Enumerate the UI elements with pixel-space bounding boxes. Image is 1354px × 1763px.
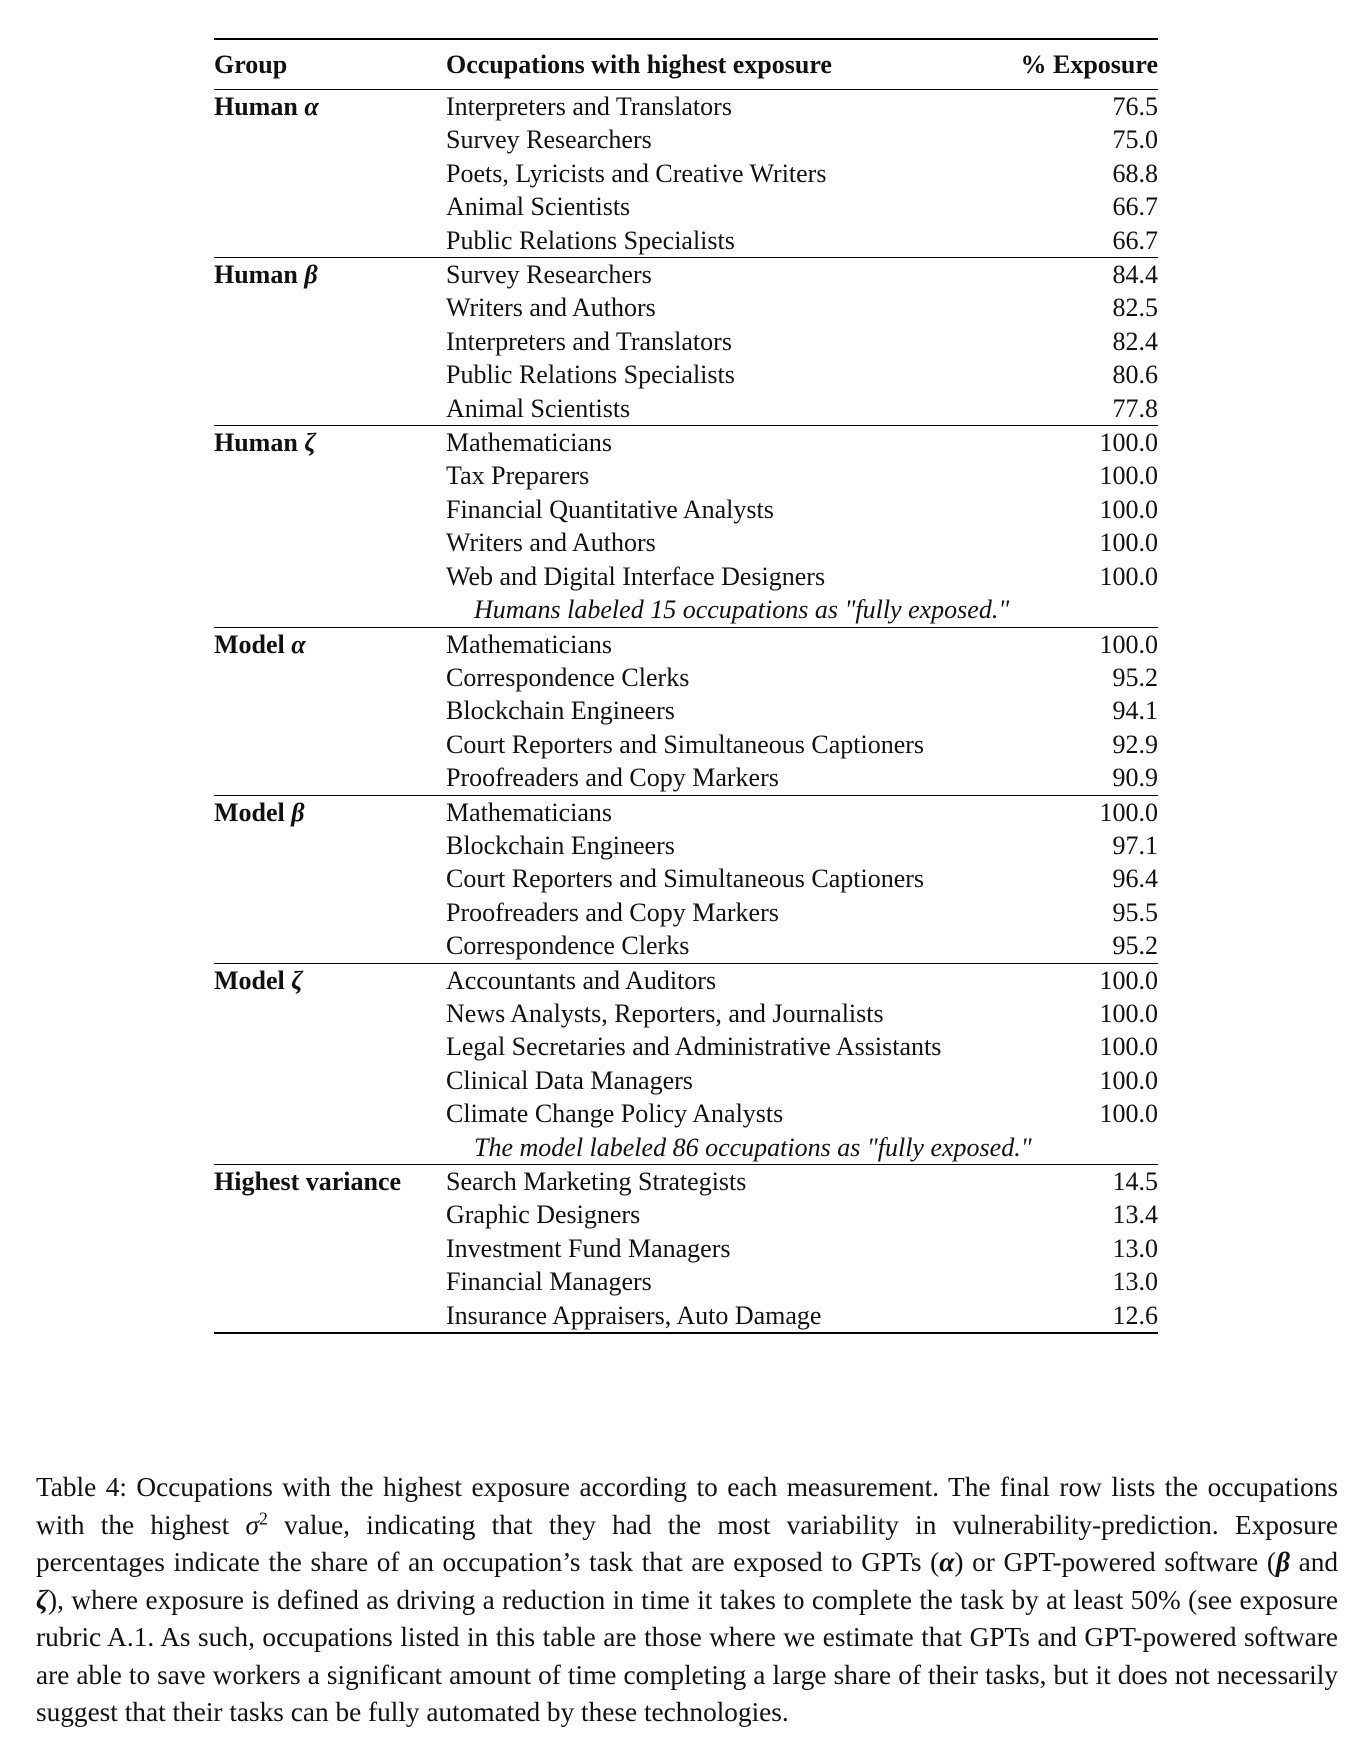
group-name: Model [214,629,285,659]
exposure-cell: 95.5 [1112,897,1158,927]
header-row [214,39,1158,90]
exposure-cell: 100.0 [1099,629,1158,659]
table-group [214,963,1158,1164]
occupation-cell: Financial Managers [446,1267,652,1297]
exposure-cell: 80.6 [1112,360,1158,390]
caption-alpha: α [939,1547,955,1578]
table-row [214,358,1158,391]
occupation-cell: Proofreaders and Copy Markers [446,897,779,927]
exposure-cell: 77.8 [1112,393,1158,423]
group-label [214,258,446,292]
table-row [214,190,1158,223]
table-row [214,459,1158,492]
table-row [214,728,1158,761]
group-symbol: ζ [304,428,316,458]
exposure-cell: 76.5 [1112,92,1158,121]
group-label [214,560,446,593]
group-label [214,997,446,1030]
table-row [214,627,1158,661]
table-row [214,224,1158,258]
group-name: Human [214,428,298,458]
table-row [214,761,1158,795]
group-label [214,1299,446,1333]
table-row [214,325,1158,358]
group-label [214,1198,446,1231]
group-symbol: α [304,92,319,121]
caption-text-4: ), where exposure is defined as driving a reduction in time it takes to complete the task by at least 50% (see exposure rubric A.1. As such, occupations listed in this table are those where we estimate that GPTs and GPT-powered software are able to save workers a significant amount of time completing a large share of their tasks, but it does not necessarily suggest that their tasks can be fully automated by these technologies. [36,1584,1338,1728]
exposure-cell: 100.0 [1099,1065,1158,1095]
group-symbol: α [291,629,306,659]
table-row [214,1198,1158,1231]
occupation-cell: Tax Preparers [446,461,590,491]
table-group [214,90,1158,258]
group-name: Model [214,797,285,827]
occupation-cell: Court Reporters and Simultaneous Captioners [446,864,925,894]
empty-cell [214,1131,446,1165]
exposure-cell: 82.5 [1112,293,1158,323]
exposure-table [214,38,1158,1334]
table-row [214,560,1158,593]
group-name: Human [214,260,298,290]
occupation-cell: Insurance Appraisers, Auto Damage [446,1300,822,1330]
caption-zeta: ζ [36,1584,49,1615]
occupation-cell: Accountants and Auditors [446,965,717,995]
group-label [214,90,446,124]
exposure-cell: 100.0 [1099,1032,1158,1062]
occupation-cell: Web and Digital Interface Designers [446,561,826,591]
table-row [214,862,1158,895]
occupation-cell: Clinical Data Managers [446,1065,693,1095]
occupation-cell: Financial Quantitative Analysts [446,494,774,524]
table-row [214,694,1158,727]
table-row [214,258,1158,292]
occupation-cell: Blockchain Engineers [446,696,675,726]
table-row [214,493,1158,526]
group-label [214,291,446,324]
exposure-cell: 66.7 [1112,225,1158,255]
occupation-cell: Animal Scientists [446,192,631,222]
group-label [214,1265,446,1298]
group-name: Human [214,92,298,121]
exposure-cell: 90.9 [1112,763,1158,793]
exposure-cell: 94.1 [1112,696,1158,726]
table-row [214,157,1158,190]
table-caption [36,1469,1338,1732]
group-label [214,157,446,190]
header-occupations: Occupations with highest exposure [446,50,832,79]
group-label [214,896,446,929]
occupation-cell: Public Relations Specialists [446,360,735,390]
exposure-cell: 13.0 [1112,1233,1158,1263]
table-header [214,39,1158,90]
occupation-cell: Survey Researchers [446,260,652,290]
table-group [214,795,1158,963]
table-row [214,291,1158,324]
occupation-cell: Mathematicians [446,428,613,458]
exposure-cell: 66.7 [1112,192,1158,222]
group-label [214,358,446,391]
table-row [214,1030,1158,1063]
table-row [214,123,1158,156]
occupation-cell: Correspondence Clerks [446,662,690,692]
table-group [214,258,1158,426]
occupation-cell: Mathematicians [446,629,613,659]
exposure-cell: 82.4 [1112,326,1158,356]
table-row [214,1232,1158,1265]
exposure-cell: 12.6 [1112,1300,1158,1330]
group-label [214,761,446,795]
group-label [214,728,446,761]
group-label [214,325,446,358]
occupation-cell: Animal Scientists [446,393,631,423]
caption-text-3: ) or GPT-powered software ( [954,1547,1276,1578]
exposure-cell: 100.0 [1099,494,1158,524]
occupation-cell: Climate Change Policy Analysts [446,1099,784,1129]
caption-sigma-exponent: 2 [258,1508,268,1529]
group-symbol: β [291,797,305,827]
exposure-cell: 68.8 [1112,158,1158,188]
exposure-cell: 84.4 [1112,260,1158,290]
exposure-cell: 92.9 [1112,729,1158,759]
exposure-cell: 95.2 [1112,662,1158,692]
table-row [214,1165,1158,1199]
empty-cell [214,593,446,627]
exposure-cell: 100.0 [1099,998,1158,1028]
table-row [214,795,1158,829]
occupation-cell: Graphic Designers [446,1200,641,1230]
table-row [214,526,1158,559]
table-row [214,426,1158,460]
group-label [214,694,446,727]
group-label [214,1030,446,1063]
table-row [214,1265,1158,1298]
exposure-cell: 100.0 [1099,428,1158,458]
table-row [214,829,1158,862]
group-name: Highest variance [214,1167,402,1196]
occupation-cell: Poets, Lyricists and Creative Writers [446,158,827,188]
table-row [214,929,1158,963]
table-row [214,1064,1158,1097]
caption-text-2: value, indicating that they had the most variability in vulnerability-prediction. Exposure percentages indicate the share of an occupation’s task that are exposed to GPTs ( [36,1509,1339,1578]
occupation-cell: Proofreaders and Copy Markers [446,763,779,793]
group-label [214,426,446,460]
exposure-cell: 97.1 [1112,830,1158,860]
exposure-cell: 13.4 [1112,1200,1158,1230]
group-label [214,627,446,661]
exposure-cell: 100.0 [1099,797,1158,827]
exposure-cell: 100.0 [1099,965,1158,995]
table-row [214,392,1158,426]
occupation-cell: Survey Researchers [446,125,652,155]
caption-text-1: Table 4: Occupations with the highest exposure according to each measurement. The final row lists the occupations with the highest [36,1472,1338,1540]
occupation-cell: Interpreters and Translators [446,92,732,121]
occupation-cell: Search Marketing Strategists [446,1167,747,1196]
group-label [214,190,446,223]
occupation-cell: Blockchain Engineers [446,830,675,860]
caption-and: and [1289,1547,1339,1578]
group-label [214,1232,446,1265]
group-label [214,459,446,492]
header-group: Group [214,50,288,79]
table-group [214,426,1158,627]
group-label [214,862,446,895]
table-row [214,997,1158,1030]
occupation-cell: Public Relations Specialists [446,225,735,255]
table-row [214,896,1158,929]
group-label [214,493,446,526]
group-name: Model [214,965,285,995]
table-row [214,1097,1158,1130]
group-label [214,224,446,258]
table-group [214,627,1158,795]
table-row [214,963,1158,997]
group-label [214,392,446,426]
occupation-cell: Court Reporters and Simultaneous Captioners [446,729,925,759]
occupation-cell: Investment Fund Managers [446,1233,731,1263]
group-label [214,929,446,963]
table-row [214,661,1158,694]
note-row [214,1131,1158,1165]
exposure-cell: 100.0 [1099,561,1158,591]
exposure-cell: 14.5 [1112,1167,1158,1196]
group-note: The model labeled 86 occupations as "fully exposed." [474,1132,1032,1162]
occupation-cell: Writers and Authors [446,293,656,323]
group-label [214,1064,446,1097]
exposure-cell: 95.2 [1112,931,1158,961]
header-exposure: % Exposure [1020,50,1158,79]
group-label [214,1165,446,1199]
caption-beta: β [1275,1547,1290,1578]
occupation-cell: Writers and Authors [446,528,656,558]
group-label [214,123,446,156]
exposure-cell: 100.0 [1099,461,1158,491]
occupation-cell: Interpreters and Translators [446,326,732,356]
caption-sigma: σ [245,1509,259,1540]
exposure-cell: 96.4 [1112,864,1158,894]
occupation-cell: News Analysts, Reporters, and Journalists [446,998,884,1028]
note-row [214,593,1158,627]
exposure-cell: 75.0 [1112,125,1158,155]
group-label [214,526,446,559]
group-symbol: ζ [291,965,303,995]
group-label [214,963,446,997]
group-label [214,829,446,862]
table-group [214,1165,1158,1334]
table-row [214,90,1158,124]
occupation-cell: Mathematicians [446,797,613,827]
group-label [214,1097,446,1130]
exposure-cell: 100.0 [1099,528,1158,558]
group-note: Humans labeled 15 occupations as "fully exposed." [474,595,1010,625]
exposure-cell: 13.0 [1112,1267,1158,1297]
group-symbol: β [304,260,318,290]
occupation-cell: Correspondence Clerks [446,931,690,961]
group-label [214,795,446,829]
group-label [214,661,446,694]
table-row [214,1299,1158,1333]
exposure-cell: 100.0 [1099,1099,1158,1129]
occupation-cell: Legal Secretaries and Administrative Assistants [446,1032,942,1062]
